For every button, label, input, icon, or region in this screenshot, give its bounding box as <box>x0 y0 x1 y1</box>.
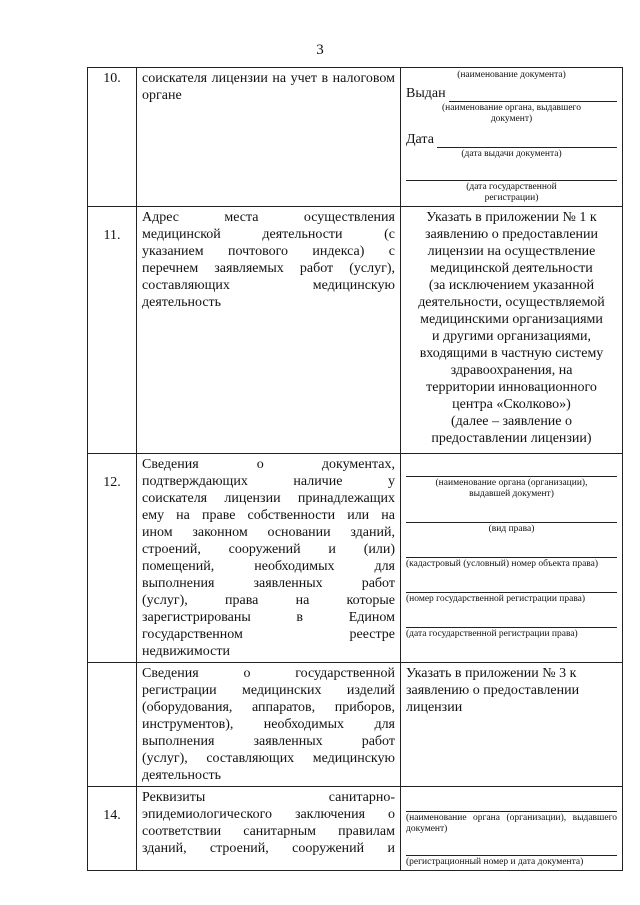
page-number: 3 <box>316 42 324 58</box>
desc-line: инструментов), необходимых для <box>142 717 395 732</box>
row-fill-cell <box>401 68 623 207</box>
row-number: 11. <box>88 207 137 454</box>
row-description <box>137 787 401 871</box>
issued-caption: (наименование органа, выдавшего документ) <box>442 103 581 124</box>
desc-line: деятельность <box>142 295 222 310</box>
reg-date-line[interactable] <box>406 166 617 181</box>
desc-line: (услуг), составляющих медицинскую <box>142 751 395 766</box>
desc-line: выполнения заявленных работ <box>142 576 395 591</box>
sanitary-issuer-caption: (наименование органа (организации), выдавшего документ) <box>406 813 617 834</box>
table-row <box>88 787 623 871</box>
desc-line: Сведения о государственной <box>142 666 395 681</box>
desc-line: Реквизиты санитарно- <box>142 790 395 805</box>
row-fill-cell <box>401 454 623 663</box>
date-label: Дата <box>406 132 434 147</box>
desc-line: зданий, строений, сооружений и <box>142 841 395 856</box>
reg-number-line[interactable] <box>406 578 617 593</box>
desc-line: регистрации медицинских изделий <box>142 683 395 698</box>
desc-line: перечнем заявляемых работ (услуг), <box>142 261 395 276</box>
desc-line: подтверждающих наличие у <box>142 474 395 489</box>
desc-line: соответствии санитарным правилам <box>142 824 395 839</box>
desc-line: государственном реестре <box>142 627 395 642</box>
right-type-line[interactable] <box>406 508 617 523</box>
row-number: 10. <box>88 68 137 207</box>
desc-line: указанием почтового индекса) с <box>142 244 395 259</box>
row-description: соискателя лицензии на учет в налоговом органе <box>137 68 401 207</box>
desc-line: соискателя лицензии принадлежащих <box>142 491 395 506</box>
issued-line[interactable] <box>406 85 617 102</box>
row-number <box>88 663 137 787</box>
desc-line: ином законном основании зданий, <box>142 525 395 540</box>
sanitary-issuer-line[interactable] <box>406 797 617 812</box>
sanitary-reg-line[interactable] <box>406 841 617 856</box>
issued-label: Выдан <box>406 86 446 101</box>
reg-date-caption: (дата государственной регистрации права) <box>406 629 578 639</box>
desc-line: ему на праве собственности или на <box>142 508 395 523</box>
desc-line: недвижимости <box>142 644 230 659</box>
right-type-caption: (вид права) <box>488 524 535 534</box>
cadastral-line[interactable] <box>406 543 617 558</box>
desc-line: Сведения о документах, <box>142 457 395 472</box>
table-row <box>88 663 623 787</box>
desc-line: выполнения заявленных работ <box>142 734 395 749</box>
desc-line: эпидемиологического заключения о <box>142 807 395 822</box>
desc-line: помещений, необходимых для <box>142 559 395 574</box>
row-description <box>137 207 401 454</box>
row-number: 12. <box>88 454 137 663</box>
issuer-caption: (наименование органа (организации), выдавшей документ) <box>435 478 588 499</box>
desc-line: деятельность <box>142 768 222 783</box>
desc-line: составляющих медицинскую <box>142 278 395 293</box>
reg-number-caption: (номер государственной регистрации права) <box>406 594 586 604</box>
date-caption: (дата выдачи документа) <box>461 149 562 159</box>
issuer-line[interactable] <box>406 462 617 477</box>
sanitary-reg-caption: (регистрационный номер и дата документа) <box>406 857 584 867</box>
desc-line: медицинской деятельности (с <box>142 227 395 242</box>
row-fill-cell <box>401 207 623 454</box>
row-number: 14. <box>88 787 137 871</box>
desc-line: зарегистрированы в Едином <box>142 610 395 625</box>
table-row <box>88 68 623 207</box>
doc-name-caption: (наименование документа) <box>457 70 566 80</box>
desc-line: Адрес места осуществления <box>142 210 395 225</box>
desc-line: (оборудования, аппаратов, приборов, <box>142 700 395 715</box>
instruction-text: Указать в приложении № 3 к заявлению о предоставлении лицензии <box>406 666 580 715</box>
reg-date-caption: (дата государственной регистрации) <box>466 182 557 203</box>
desc-line: (услуг), права на которые <box>142 593 395 608</box>
reg-date-line[interactable] <box>406 613 617 628</box>
row-description <box>137 663 401 787</box>
license-form-table <box>87 67 623 871</box>
row-fill-cell <box>401 663 623 787</box>
cadastral-caption: (кадастровый (условный) номер объекта права) <box>406 559 599 569</box>
desc-line: строений, сооружений и (или) <box>142 542 395 557</box>
instruction-text: Указать в приложении № 1 к заявлению о предоставлении лицензии на осуществление медицинской деятельности (за исключением указанной деятельности, осуществляемой медицинскими организациями и другими организациями, входящими в частную систему здравоохранения, на территории инновационного центра «Сколково») (далее – заявление о предоставлении лицензии) <box>418 210 605 446</box>
date-line[interactable] <box>406 131 617 148</box>
row-fill-cell <box>401 787 623 871</box>
table-row <box>88 207 623 454</box>
table-row <box>88 454 623 663</box>
row-description <box>137 454 401 663</box>
